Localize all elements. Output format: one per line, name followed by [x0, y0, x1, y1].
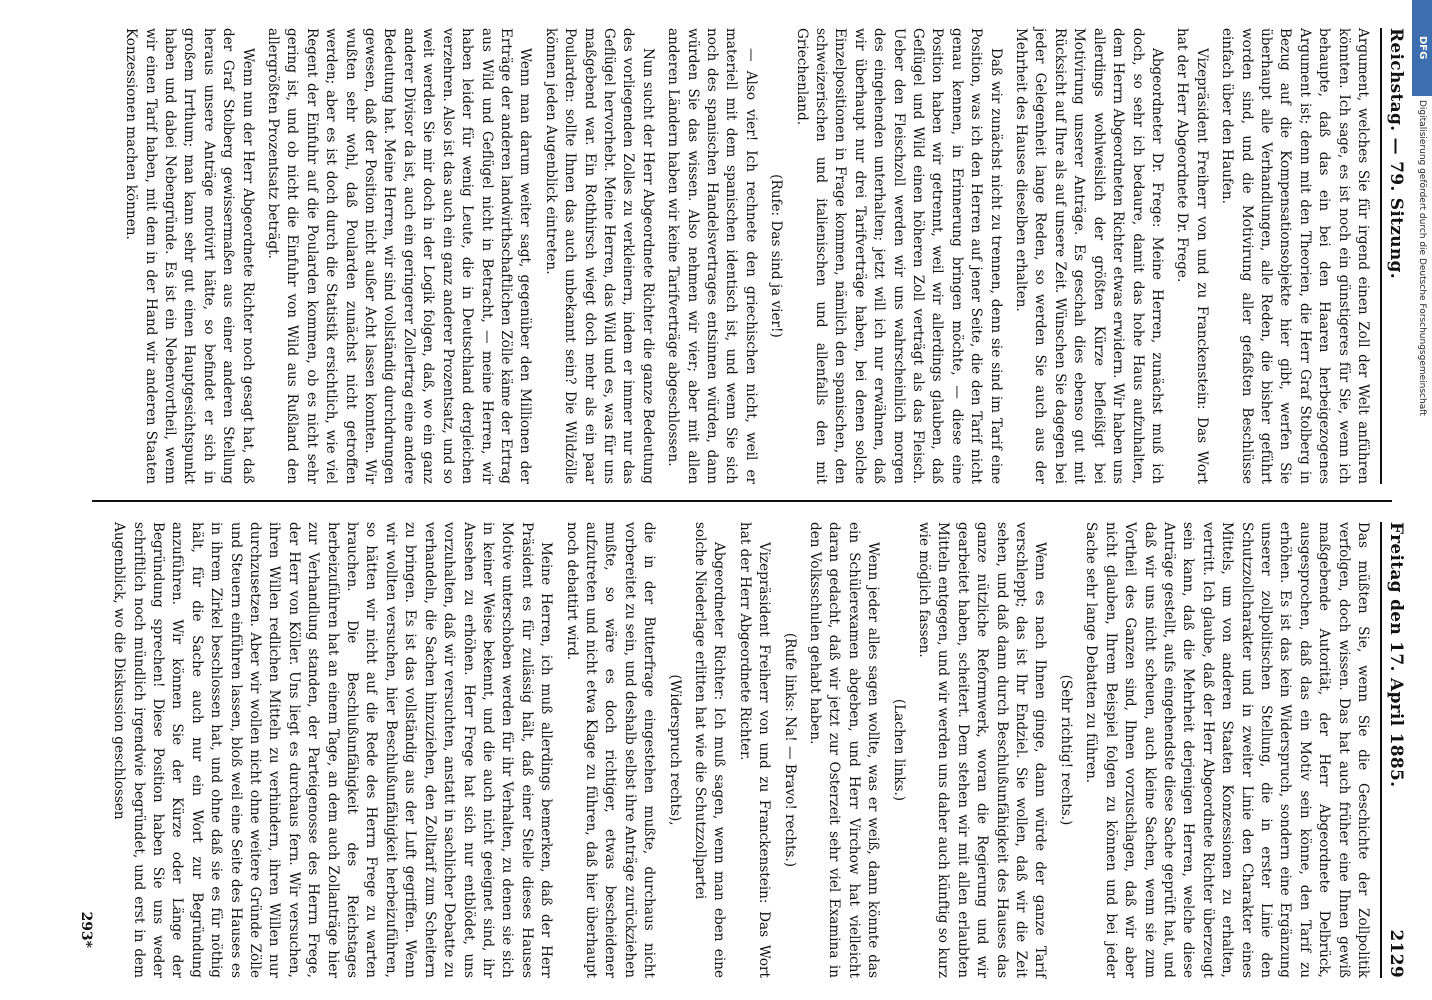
interjection: (Lachen links.) [890, 698, 907, 802]
left-text-column [121, 28, 1372, 484]
paragraph: Meine Herren, ich muß allerdings bemerken, daß der Herr Präsident es für zulässig hält, daß einer Stelle dieses Hauses Motive unterschoben werden für ihr Verhalten, zu denen sie sich in keiner Weise bekennt, und die auch nicht geeignet sind, ihr Ansehen zu erhöhen. Herr Frege hat sich nur entblödet, uns vorzuhalten, daß wir versuchten, anstatt in sachlicher Debatte zu verhandeln, die Sachen hinzuziehen, den Zolltarif zum Scheitern zu bringen. Es ist das vollständig aus der Luft gegriffen. Wenn wir wollten versuchen, hier Beschlußunfähigkeit herbeizuführen, so hätten wir nicht auf die Rede des Herrn Frege zu warten brauchen. Die Beschlußunfähigkeit des Reichstages herbeizuführen hat an einem Tage, an dem auch Zollanträge hier zur Verhandlung standen, der Parteigenosse des Herrn Frege, der Herr von Köller. Uns liegt es durchaus fern. Wir versuchen, ihren Willen redlichen Mitteln zu verhindern, ihren Willen nur durchzusetzen. Aber wir wollen nicht ohne weitere Gründe Zölle und Steuern einführen lassen, bloß weil eine Seite des Hauses es in ihrem Zirkel beschlossen hat, und ohne daß sie es für nöthig hält, für die Sache auch nur ein Wort zur Begründung anzuführen. Wir können Sie der Kürze oder Länge der Begründung sprechen! Diese Position haben Sie uns weder schriftlich noch mündlich irgendwie begründet, und erst in dem Augenblick, wo die Diskussion geschlossen [111, 522, 555, 978]
paragraph: Wenn man darum weiter sagt, gegenüber den Millionen der Erträge der anderen landwirthschaftlichen Zölle käme der Ertrag aus Wild und Geflügel nicht in Betracht, — meine Herren, wir haben leider für wenig Leute, die in Deutschland dergleichen verzehren. Also ist das auch ein ganz anderer Prozentsatz, und so weit werden Sie mir doch in der Logik folgen, daß, wo ein ganz anderer Divisor da ist, auch ein geringerer Zollertrag eine andere Bedeutung hat. Meine Herren, wir sind vollständig durchdrungen gewesen, daß der Position nicht außer Acht lassen konnten. Wir wußten sehr wohl, daß Poularden zunächst nicht getroffen werden; aber es ist doch durch die Statistik ersichtlich, wie viel Regent der Einfuhr auf die Poularden kommen, ob es nicht sehr gering ist, und ob nicht die Einfuhr von Wild aus Rußland den allergrößten Prozentsatz beträgt. [265, 28, 534, 484]
paragraph: Wenn es nach Ihnen ginge, dann würde der ganze Tarif verschleppt; das ist Ihr Endziel. Sie wollen, daß wir die Zeit sehen, und daß dann durch Beschlußunfähigkeit des Hauses das ganze nützliche Reformwerk, woran die Regierung und wir gearbeitet haben, scheitert. Dem stehen wir mit allen erlaubten Mitteln entgegen, und wir werden uns daher auch künftig so kurz wie möglich fassen. [916, 522, 1049, 978]
page-divider [92, 500, 1392, 502]
dfg-logo: DFG [1412, 0, 1432, 96]
page-number: 2129 [1386, 929, 1406, 978]
left-page [70, 28, 1406, 484]
interjection: (Rufe: Das sind ja vier!) [768, 174, 785, 338]
running-head-right [1380, 522, 1406, 978]
paragraph: Wenn jeder alles sagen wollte, was er weiß, dann könnte das ein Schülerexamen abgeben, und Herr Virchow hat vielleicht daran gedacht, daß wir jetzt zur Osterzeit sehr viel Examina in den Volksschulen gehabt haben. [807, 522, 882, 978]
interjection: (Sehr richtig! rechts.) [1057, 674, 1074, 826]
running-head-left [1380, 28, 1406, 484]
paragraph: Abgeordneter Dr. Frege: Meine Herren, zunächst muß ich doch, so sehr ich bedaure, damit das hohe Haus aufzuhalten, dem Herrn Abgeordneten Richter etwas erwidern. Wir haben uns allerdings wohlweislich der größten Kürze befleißigt bei Motivirung unserer Anträge. Es geschah dies ebenso gut mit Rücksicht auf Ihre als auf unsere Zeit. Wünschen Sie dagegen bei jeder Gelegenheit lange Reden, so werden Sie auch aus der Mehrheit des Hauses dieselben erhalten. [1013, 28, 1165, 484]
signature-mark: 293* [78, 911, 94, 948]
right-page [70, 522, 1406, 978]
interjection: (Widerspruch rechts), [666, 674, 683, 826]
paragraph: Daß wir zunächst nicht zu trennen, denn sie sind im Tarif eine Position, was ich den Herren auf jener Seite, die den Tarif nicht genau kennen, in Erinnerung bringen möchte, — diese eine Position haben wir getrennt, weil wir allerdings glauben, daß Geflügel und Wild einen höheren Zoll verträgt als das Fleisch. Ueber den Fleischzoll werden wir uns wahrscheinlich morgen des eingehenden unterhalten; jetzt will ich nur erwähnen, daß wir überhaupt nur drei Tarifverträge haben, bei denen solche Einzelpositionen in Frage kommen, nämlich den spanischen, den schweizerischen und italienischen und allenfalls den mit Griechenland. [793, 28, 1004, 484]
digitization-note: Digitalisierung gefördert durch die Deutsche Forschungsgemeinschaft [1417, 100, 1427, 416]
right-text-column [109, 522, 1372, 978]
paragraph: Argument, welches Sie für irgend einen Zoll der Welt anführen könnten. Ich sage, es ist noch ein günstigeres für Sie, wenn ich behaupte, daß das ein bei den Haaren herbeigezogenes Argument ist; denn mit den Theorien, die Herr Graf Stolberg in Bezug auf die Kompensationsobjekte hier gibt, werfen Sie überhaupt alle Verhandlungen, alle Reden, die bisher geführt worden sind, und die Motivirung aller gefaßten Beschlüsse einfach über den Haufen. [1219, 28, 1371, 484]
paragraph: Das müßten Sie, wenn Sie die Geschichte der Zollpolitik verfolgen, doch wissen. Das hat auch früher eine Ihnen gewiß maßgebende Autorität, der Herr Abgeordnete Delbrück, ausgesprochen, daß das ein Motiv sein könne, den Tarif zu erhöhen. Es ist das kein Widerspruch, sondern eine Ergänzung unserer zollpolitischen Stellung, die in erster Linie den Schutzzollcharakter und in zweiter Linie den Charakter eines Mittels, um von anderen Staaten Konzessionen zu erhalten, vertritt. Ich glaube, daß der Herr Abgeordnete Richter überzeugt sein kann, daß die Mehrheit derjenigen Herren, welche diese Anträge gestellt, aufs eingehendste diese Sache geprüft hat, und daß wir uns nicht scheuen, auch kleine Sachen, wenn sie zum Vortheil des Ganzen sind, Ihnen vorzuschlagen, daß wir aber nicht glauben, Ihrem Beispiel folgen zu können und bei jeder Sache sehr lange Debatten zu führen. [1083, 522, 1371, 978]
header-date: Freitag den 17. April 1885. [1386, 522, 1406, 788]
interjection: (Rufe links: Na! — Bravo! rechts.) [781, 632, 798, 868]
header-session-title: Reichstag. — 79. Sitzung. [1386, 28, 1406, 279]
paragraph: Vizepräsident Freiherr von und zu Franckenstein: Das Wort hat der Herr Abgeordnete Dr. Frege. [1174, 28, 1210, 484]
paragraph: Vizepräsident Freiherr von und zu Franckenstein: Das Wort hat der Herr Abgeordnete Richter. [736, 522, 773, 978]
paragraph: Abgeordneter Richter: Ich muß sagen, wenn man eben eine solche Niederlage erlitten hat wie die Schutzzollpartei [692, 522, 728, 978]
paragraph: Nun sucht der Herr Abgeordnete Richter die ganze Bedeutung des vorliegenden Zolles zu verkleinern, indem er immer nur das Geflügel hervorhebt. Meine Herren, das Wild und es, was für uns maßgebend war. Ein Rothhirsch wiegt doch mehr als ein paar Poularden: sollte Ihnen das auch unbekannt sein? Die Wildzölle können jeden Augenblick eintreten. [542, 28, 656, 484]
paragraph: die in der Butterfrage eingestehen mußte, durchaus nicht vorbereitet zu sein, und deshalb selbst ihre Anträge zurückziehen mußte, so wäre es doch richtiger, etwas bescheidener aufzutreten und nicht etwa Klage zu führen, daß hier überhaupt noch debattirt wird. [563, 522, 658, 978]
paragraph: Wenn nun der Herr Abgeordnete Richter noch gesagt hat, daß der Graf Stolberg gewissermaßen aus einer anderen Stellung heraus unsere Anträge motivirt hätte, so befindet er sich in großem Irrthum; man kann sehr gut einen Hauptgesichtspunkt haben und dabei Nebengründe. Es ist ein Nebenvortheil, wenn wir einen Tarif haben, mit dem in der Hand wir anderen Staaten Konzessionen machen können. [123, 28, 256, 484]
paragraph: — Also vier! Ich rechnete den griechischen nicht, weil er materiell mit dem spanischen identisch ist, und wenn Sie sich noch des spanischen Handelsvertrages entsinnen würden, dann würden Sie das wissen. Also nehmen wir vier; aber mit allen anderen Ländern haben wir keine Tarifverträge abgeschlossen. [665, 28, 759, 484]
